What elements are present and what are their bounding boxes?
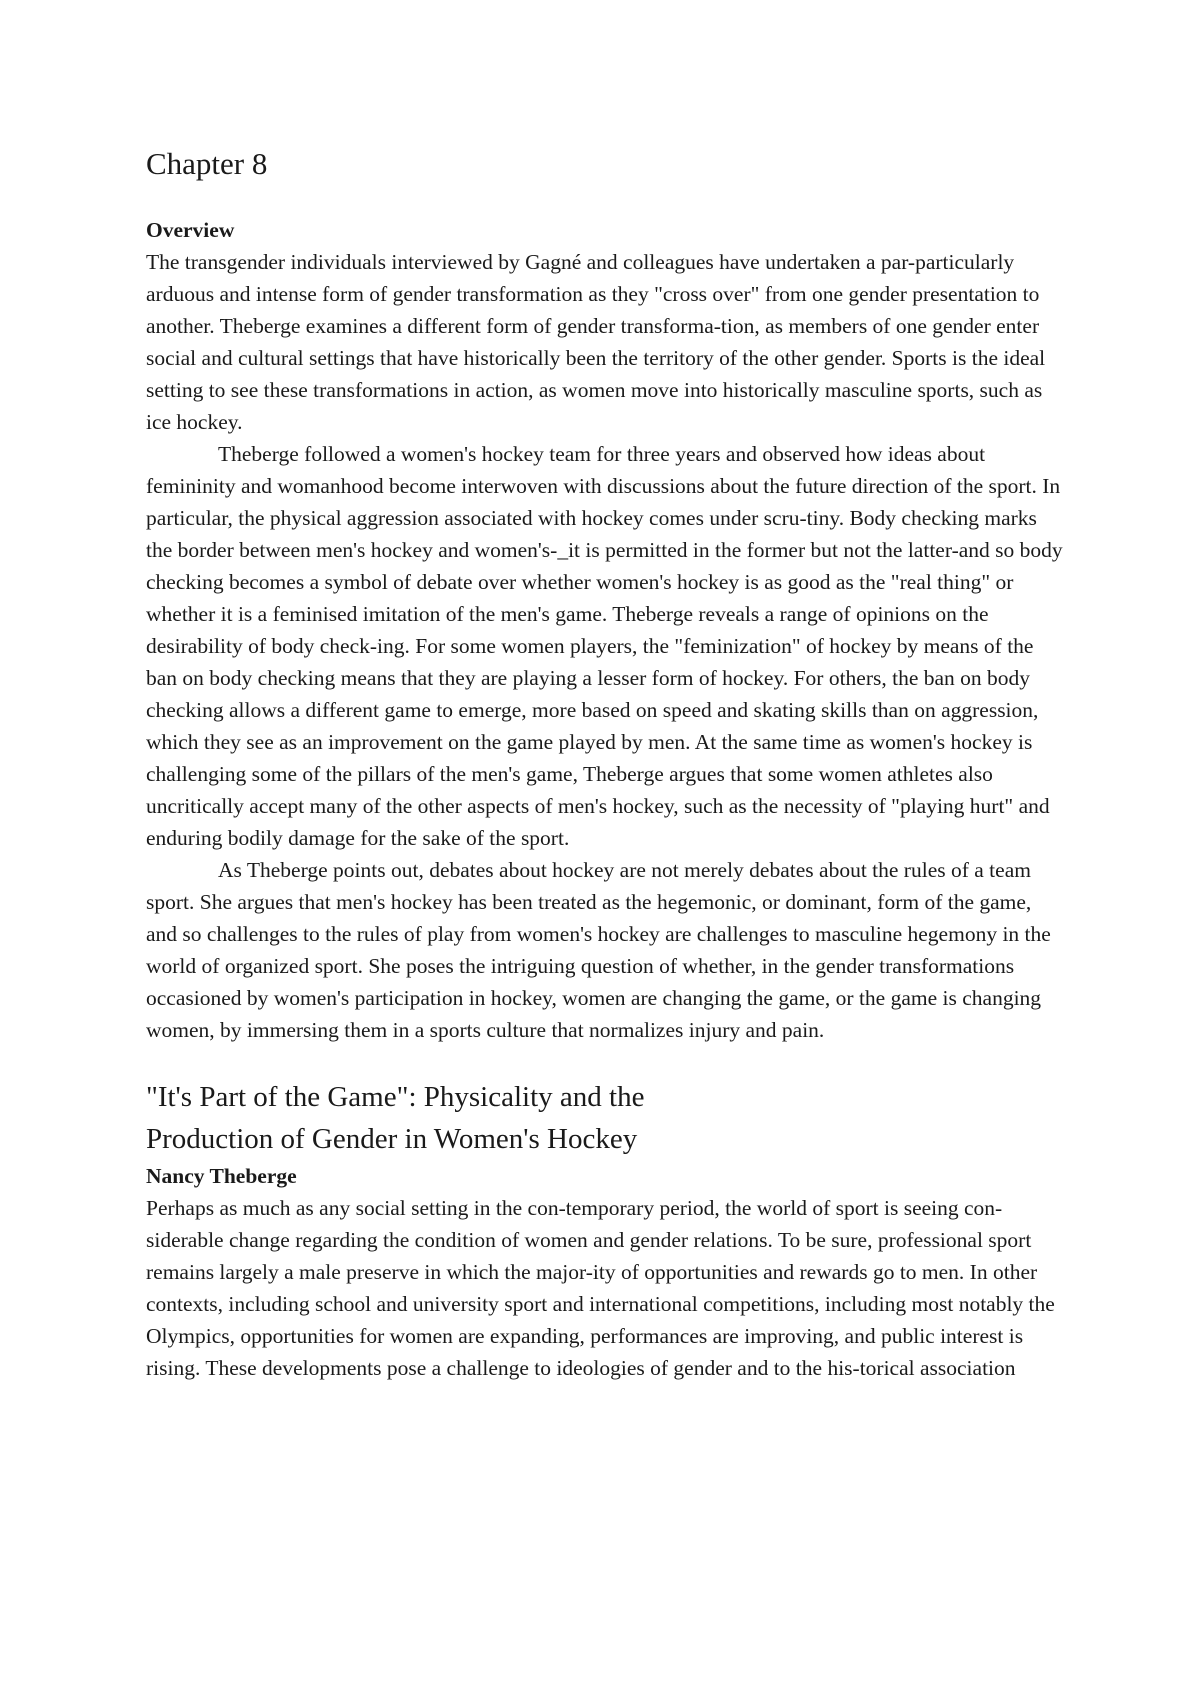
article-section	[146, 1076, 1066, 1384]
overview-paragraph-3: As Theberge points out, debates about hockey are not merely debates about the rules of a team sport. She argues that men's hockey has been treated as the hegemonic, or dominant, form of the game, and so challenges to the rules of play from women's hockey are challenges to masculine hegemony in the world of organized sport. She poses the intriguing question of whether, in the gender transformations occasioned by women's participation in hockey, women are changing the game, or the game is changing women, by immersing them in a sports culture that normalizes injury and pain.	[146, 858, 1051, 1042]
article-title-line-1: "It's Part of the Game": Physicality and the	[146, 1081, 645, 1113]
article-title-line-2: Production of Gender in Women's Hockey	[146, 1123, 638, 1155]
article-author: Nancy Theberge	[146, 1164, 297, 1188]
overview-heading: Overview	[146, 218, 235, 242]
overview-paragraph-1: The transgender individuals interviewed by Gagné and colleagues have undertaken a par-particularly arduous and intense form of gender transformation as they "cross over" from one gender presentation to another. Theberge examines a different form of gender transforma-tion, as members of one gender enter social and cultural settings that have historically been the territory of the other gender. Sports is the ideal setting to see these transformations in action, as women move into historically masculine sports, such as ice hockey.	[146, 250, 1046, 434]
overview-paragraph-2: Theberge followed a women's hockey team for three years and observed how ideas about femininity and womanhood become interwoven with discussions about the future direction of the sport. In particular, the physical aggression associated with hockey comes under scru-tiny. Body checking marks the border between men's hockey and women's-_it is permitted in the former but not the latter-and so body checking becomes a symbol of debate over whether women's hockey is as good as the "real thing" or whether it is a feminised imitation of the men's game. Theberge reveals a range of opinions on the desirability of body check-ing. For some women players, the "feminization" of hockey by means of the ban on body checking means that they are playing a lesser form of hockey. For others, the ban on body checking allows a different game to emerge, more based on speed and skating skills than on aggression, which they see as an improvement on the game played by men. At the same time as women's hockey is challenging some of the pillars of the men's game, Theberge argues that some women athletes also uncritically accept many of the other aspects of men's hockey, such as the necessity of "playing hurt" and enduring bodily damage for the sake of the sport.	[146, 442, 1063, 850]
chapter-title: Chapter 8	[146, 146, 268, 181]
article-paragraph-1: Perhaps as much as any social setting in the con-temporary period, the world of sport is seeing con-siderable change regarding the condition of women and gender relations. To be sure, professional sport remains largely a male preserve in which the major-ity of opportunities and rewards go to men. In other contexts, including school and university sport and international competitions, including most notably the Olympics, opportunities for women are expanding, performances are improving, and public interest is rising. These developments pose a challenge to ideologies of gender and to the his-torical association	[146, 1196, 1055, 1380]
overview-section	[146, 214, 1066, 1046]
article-title	[146, 1076, 1066, 1160]
document-page	[146, 142, 1066, 1384]
